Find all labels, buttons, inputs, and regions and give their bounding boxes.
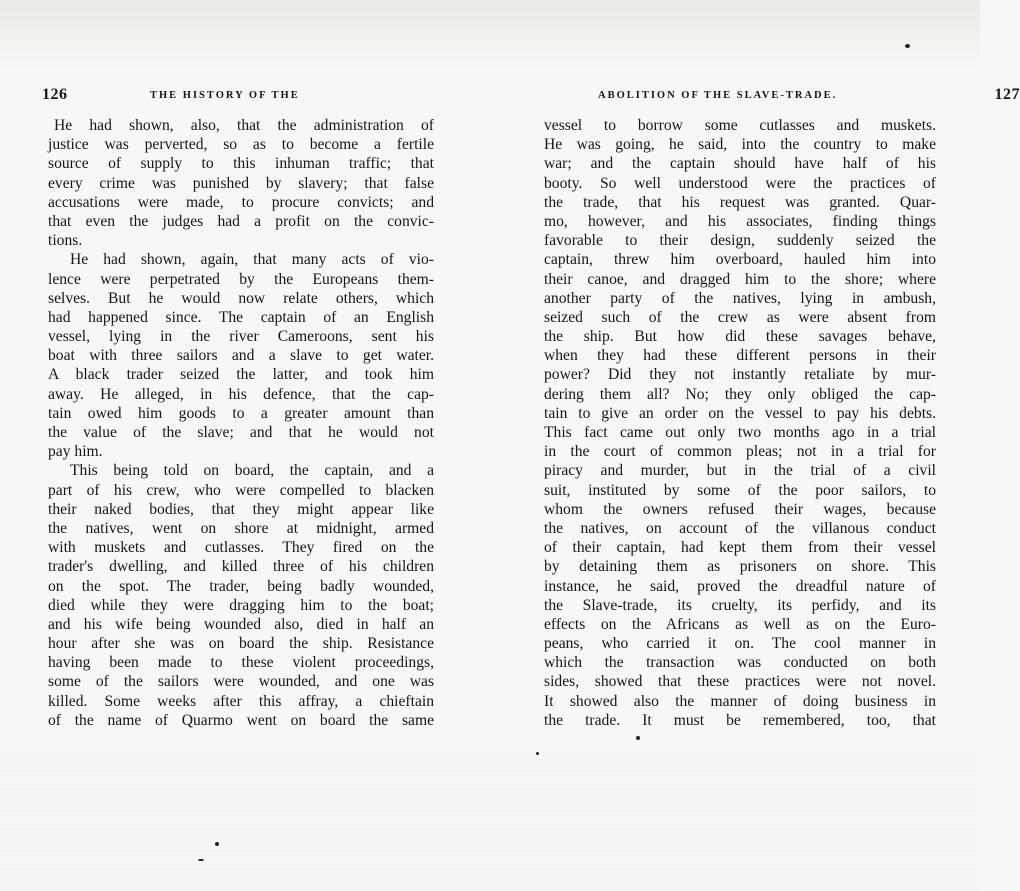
text-line: vessel, lying in the river Cameroons, sent his [48,328,434,346]
text-line: effects on the Africans as well as on the Euro- [544,615,936,633]
text-line: selves. But he would now relate others, which [48,289,434,307]
text-line: every crime was punished by slavery; that false [48,174,434,192]
text-line: had happened since. The captain of an English [48,308,434,326]
text-line: This fact came out only two months ago in a trial [544,424,936,441]
text-line: the trade. It must be remembered, too, that [544,711,936,729]
text-line: of the name of Quarmo went on board the same [48,711,434,729]
text-line: captain, threw him overboard, hauled him into [544,251,936,269]
text-line: boat with three sailors and a slave to get water. [48,347,434,365]
right-page-text [544,116,936,730]
text-line: He had shown, also, that the administration of [54,117,434,134]
left-page-header [42,86,434,108]
scan-speck [215,842,219,846]
running-head: ABOLITION OF THE SLAVE-TRADE. [598,90,838,101]
text-line: away. He alleged, in his defence, that the cap- [48,385,434,403]
text-line: their naked bodies, that they might appear like [48,500,434,518]
scan-speck [536,752,539,755]
text-line: that even the judges had a profit on the convic- [48,212,434,230]
text-line: accusations were made, to procure convicts; and [48,193,434,211]
text-line: of their captain, had kept them from their vessel [544,539,936,557]
text-line: the trade, that his request was granted. Quar- [544,193,936,211]
text-line: some of the sailors were wounded, and one was [48,673,434,691]
text-line: died while they were dragging him to the boat; [48,596,434,614]
text-line: seized such of the crew as were absent from [544,308,936,326]
text-line: source of supply to this inhuman traffic; that [48,155,434,173]
text-line: It showed also the manner of doing business in [544,692,936,710]
text-line: the natives, on account of the villanous conduct [544,519,936,537]
text-line: the natives, went on shore at midnight, armed [48,519,434,537]
text-line: whom the owners refused their wages, because [544,500,936,518]
scan-speck [905,44,910,48]
left-page-text [48,116,434,730]
text-line: the value of the slave; and that he would not [48,424,434,441]
text-line: justice was perverted, so as to become a fertile [48,136,434,154]
text-line: power? Did they not instantly retaliate by mur- [544,366,936,384]
scan-speck [636,736,640,740]
text-line: part of his crew, who were compelled to blacken [48,481,434,499]
text-line: tions. [48,232,83,250]
text-line: dering them all? No; they only obliged the cap- [544,385,936,403]
text-line: by detaining them as prisoners on shore. This [544,558,936,576]
text-line: tain to give an order on the vessel to pay his debts. [544,404,936,422]
text-line: This being told on board, the captain, and a [70,462,434,480]
text-line: and his wife being wounded also, died in half an [48,615,434,633]
text-line: which the transaction was conducted on both [544,654,936,672]
text-line: vessel to borrow some cutlasses and muskets. [544,117,936,134]
text-line: tain owed him goods to a greater amount than [48,404,434,422]
text-line: favorable to their design, suddenly seized the [544,232,936,250]
text-line: on the spot. The trader, being badly wounded, [48,577,434,595]
text-line: when they had these different persons in their [544,347,936,365]
running-head: THE HISTORY OF THE [150,90,300,101]
text-line: piracy and murder, but in the trial of a civil [544,462,936,480]
text-line: having been made to these violent proceedings, [48,654,434,672]
text-line: killed. Some weeks after this affray, a chieftain [48,692,434,710]
text-line: with muskets and cutlasses. They fired on the [48,539,434,557]
text-line: their canoe, and dragged him to the shore; where [544,270,936,288]
text-line: peans, who carried it on. The cool manner in [544,635,936,653]
text-line: pay him. [48,443,103,461]
text-line: trader's dwelling, and killed three of his children [48,558,434,576]
page-number: 126 [42,86,68,103]
text-line: mo, however, and his associates, finding things [544,212,936,230]
text-line: hour after she was on board the ship. Resistance [48,635,434,653]
text-line: booty. So well understood were the practices of [544,174,936,192]
right-page [490,0,1020,891]
text-line: war; and the captain should have half of his [544,155,936,173]
text-line: in the court of common pleas; not in a trial for [544,443,936,461]
right-page-header [598,86,1020,108]
text-line: He had shown, again, that many acts of vio- [70,251,434,269]
page-number: 127 [994,86,1020,103]
text-line: the ship. But how did these savages behave, [544,328,936,346]
scan-speck [198,859,204,861]
text-line: He was going, he said, into the country to make [544,136,936,154]
text-line: another party of the natives, lying in ambush, [544,289,936,307]
text-line: sides, showed that these practices were not novel. [544,673,936,691]
text-line: the Slave-trade, its cruelty, its perfidy, and its [544,596,936,614]
text-line: lence were perpetrated by the Europeans them- [48,270,434,288]
text-line: A black trader seized the latter, and took him [48,366,434,384]
left-page [0,0,490,891]
text-line: instance, he said, proved the dreadful nature of [544,577,936,595]
text-line: suit, instituted by some of the poor sailors, to [544,481,936,499]
